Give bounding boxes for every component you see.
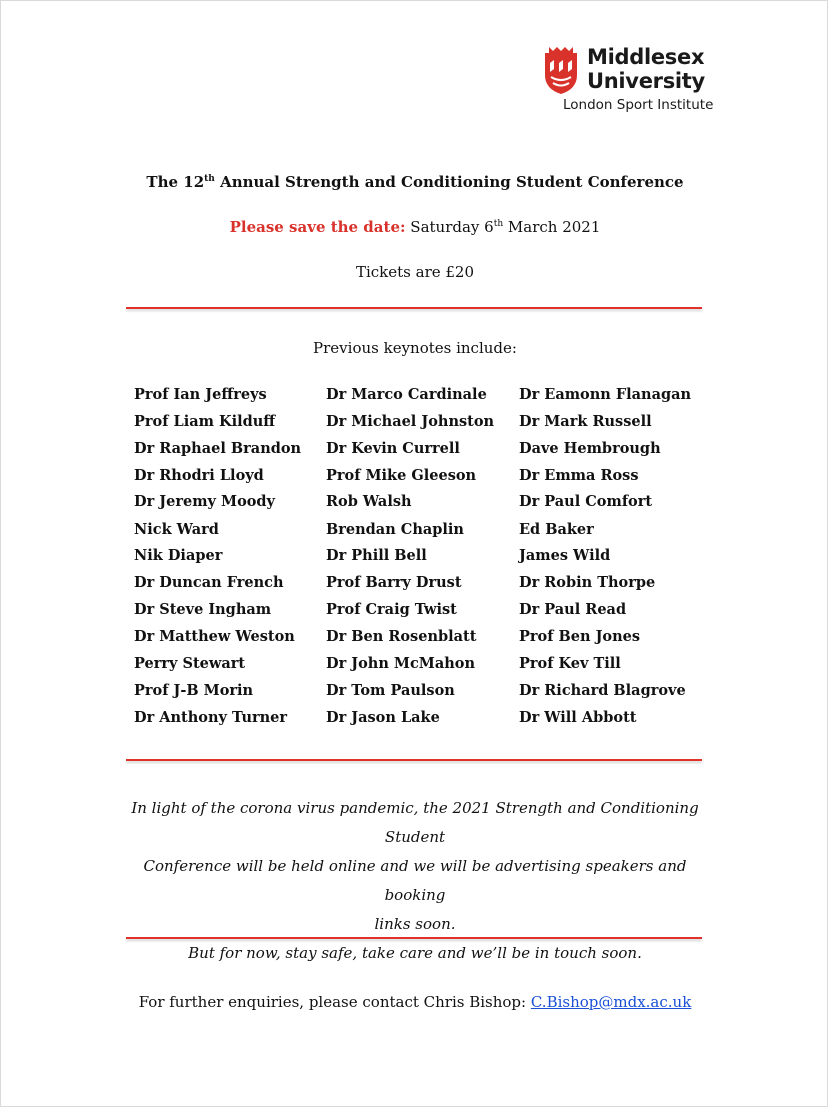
speaker-name: Dr Raphael Brandon: [134, 440, 302, 457]
save-date-label: Please save the date:: [229, 218, 406, 236]
speaker-name: Dr Tom Paulson: [326, 682, 455, 699]
speaker-name: Dr Richard Blagrove: [519, 682, 686, 699]
speaker-name: Dave Hembrough: [519, 440, 661, 457]
speaker-name: Brendan Chaplin: [326, 521, 464, 538]
speaker-name: Prof Kev Till: [519, 655, 621, 672]
logo-text-middlesex: Middlesex: [587, 45, 705, 69]
contact-email-link[interactable]: C.Bishop@mdx.ac.uk: [530, 993, 692, 1011]
speaker-name: Rob Walsh: [326, 493, 412, 510]
speaker-name: Dr Ben Rosenblatt: [326, 628, 477, 645]
speaker-name: Dr Rhodri Lloyd: [134, 467, 264, 484]
pandemic-notice: [119, 794, 711, 968]
keynote-speakers-list: [1, 385, 828, 745]
speaker-name: Dr Duncan French: [134, 574, 284, 591]
divider: [126, 759, 702, 761]
logo-subtitle: London Sport Institute: [563, 97, 714, 113]
notice-line: But for now, stay safe, take care and we’ll be in touch soon.: [188, 944, 642, 962]
speaker-name: Dr Robin Thorpe: [519, 574, 656, 591]
logo-text-university: University: [587, 69, 705, 93]
speaker-name: Dr Paul Comfort: [519, 493, 653, 510]
speaker-name: Prof Ben Jones: [519, 628, 641, 645]
ticket-price: Tickets are £20: [355, 263, 475, 281]
speaker-name: Prof Craig Twist: [326, 601, 457, 618]
divider: [126, 307, 702, 309]
speaker-name: James Wild: [519, 547, 611, 564]
speaker-name: Dr Kevin Currell: [326, 440, 460, 457]
speaker-name: Prof J-B Morin: [134, 682, 254, 699]
speaker-name: Nik Diaper: [134, 547, 223, 564]
keynotes-heading: Previous keynotes include:: [313, 339, 517, 357]
speaker-name: Prof Ian Jeffreys: [134, 386, 267, 403]
speaker-name: Dr Jeremy Moody: [134, 493, 275, 510]
speaker-name: Prof Mike Gleeson: [326, 467, 477, 484]
speaker-name: Dr John McMahon: [326, 655, 476, 672]
speaker-name: Dr Mark Russell: [519, 413, 652, 430]
speaker-name: Dr Jason Lake: [326, 709, 440, 726]
speaker-name: Ed Baker: [519, 521, 594, 538]
contact-text: For further enquiries, please contact Chris Bishop:: [138, 993, 531, 1011]
notice-line: links soon.: [374, 915, 456, 933]
notice-line: In light of the corona virus pandemic, the 2021 Strength and Conditioning Student: [131, 799, 699, 846]
speaker-name: Dr Steve Ingham: [134, 601, 272, 618]
university-logo: [541, 45, 714, 119]
notice-line: Conference will be held online and we will be advertising speakers and booking: [143, 857, 687, 904]
speaker-name: Perry Stewart: [134, 655, 246, 672]
speaker-name: Nick Ward: [134, 521, 219, 538]
speaker-name: Dr Marco Cardinale: [326, 386, 487, 403]
conference-title: The 12th Annual Strength and Conditioning Student Conference: [146, 173, 684, 191]
speaker-name: Dr Michael Johnston: [326, 413, 495, 430]
speaker-name: Dr Emma Ross: [519, 467, 639, 484]
speaker-name: Dr Anthony Turner: [134, 709, 288, 726]
contact-line: [1, 993, 828, 1011]
speaker-name: Prof Liam Kilduff: [134, 413, 276, 430]
speaker-name: Dr Paul Read: [519, 601, 627, 618]
divider: [126, 937, 702, 939]
speaker-name: Prof Barry Drust: [326, 574, 462, 591]
speaker-name: Dr Phill Bell: [326, 547, 427, 564]
shield-crest-icon: [543, 45, 579, 95]
speaker-name: Dr Eamonn Flanagan: [519, 386, 692, 403]
speaker-name: Dr Will Abbott: [519, 709, 637, 726]
save-the-date: Please save the date: Saturday 6th March 2021: [229, 218, 601, 236]
speaker-name: Dr Matthew Weston: [134, 628, 295, 645]
